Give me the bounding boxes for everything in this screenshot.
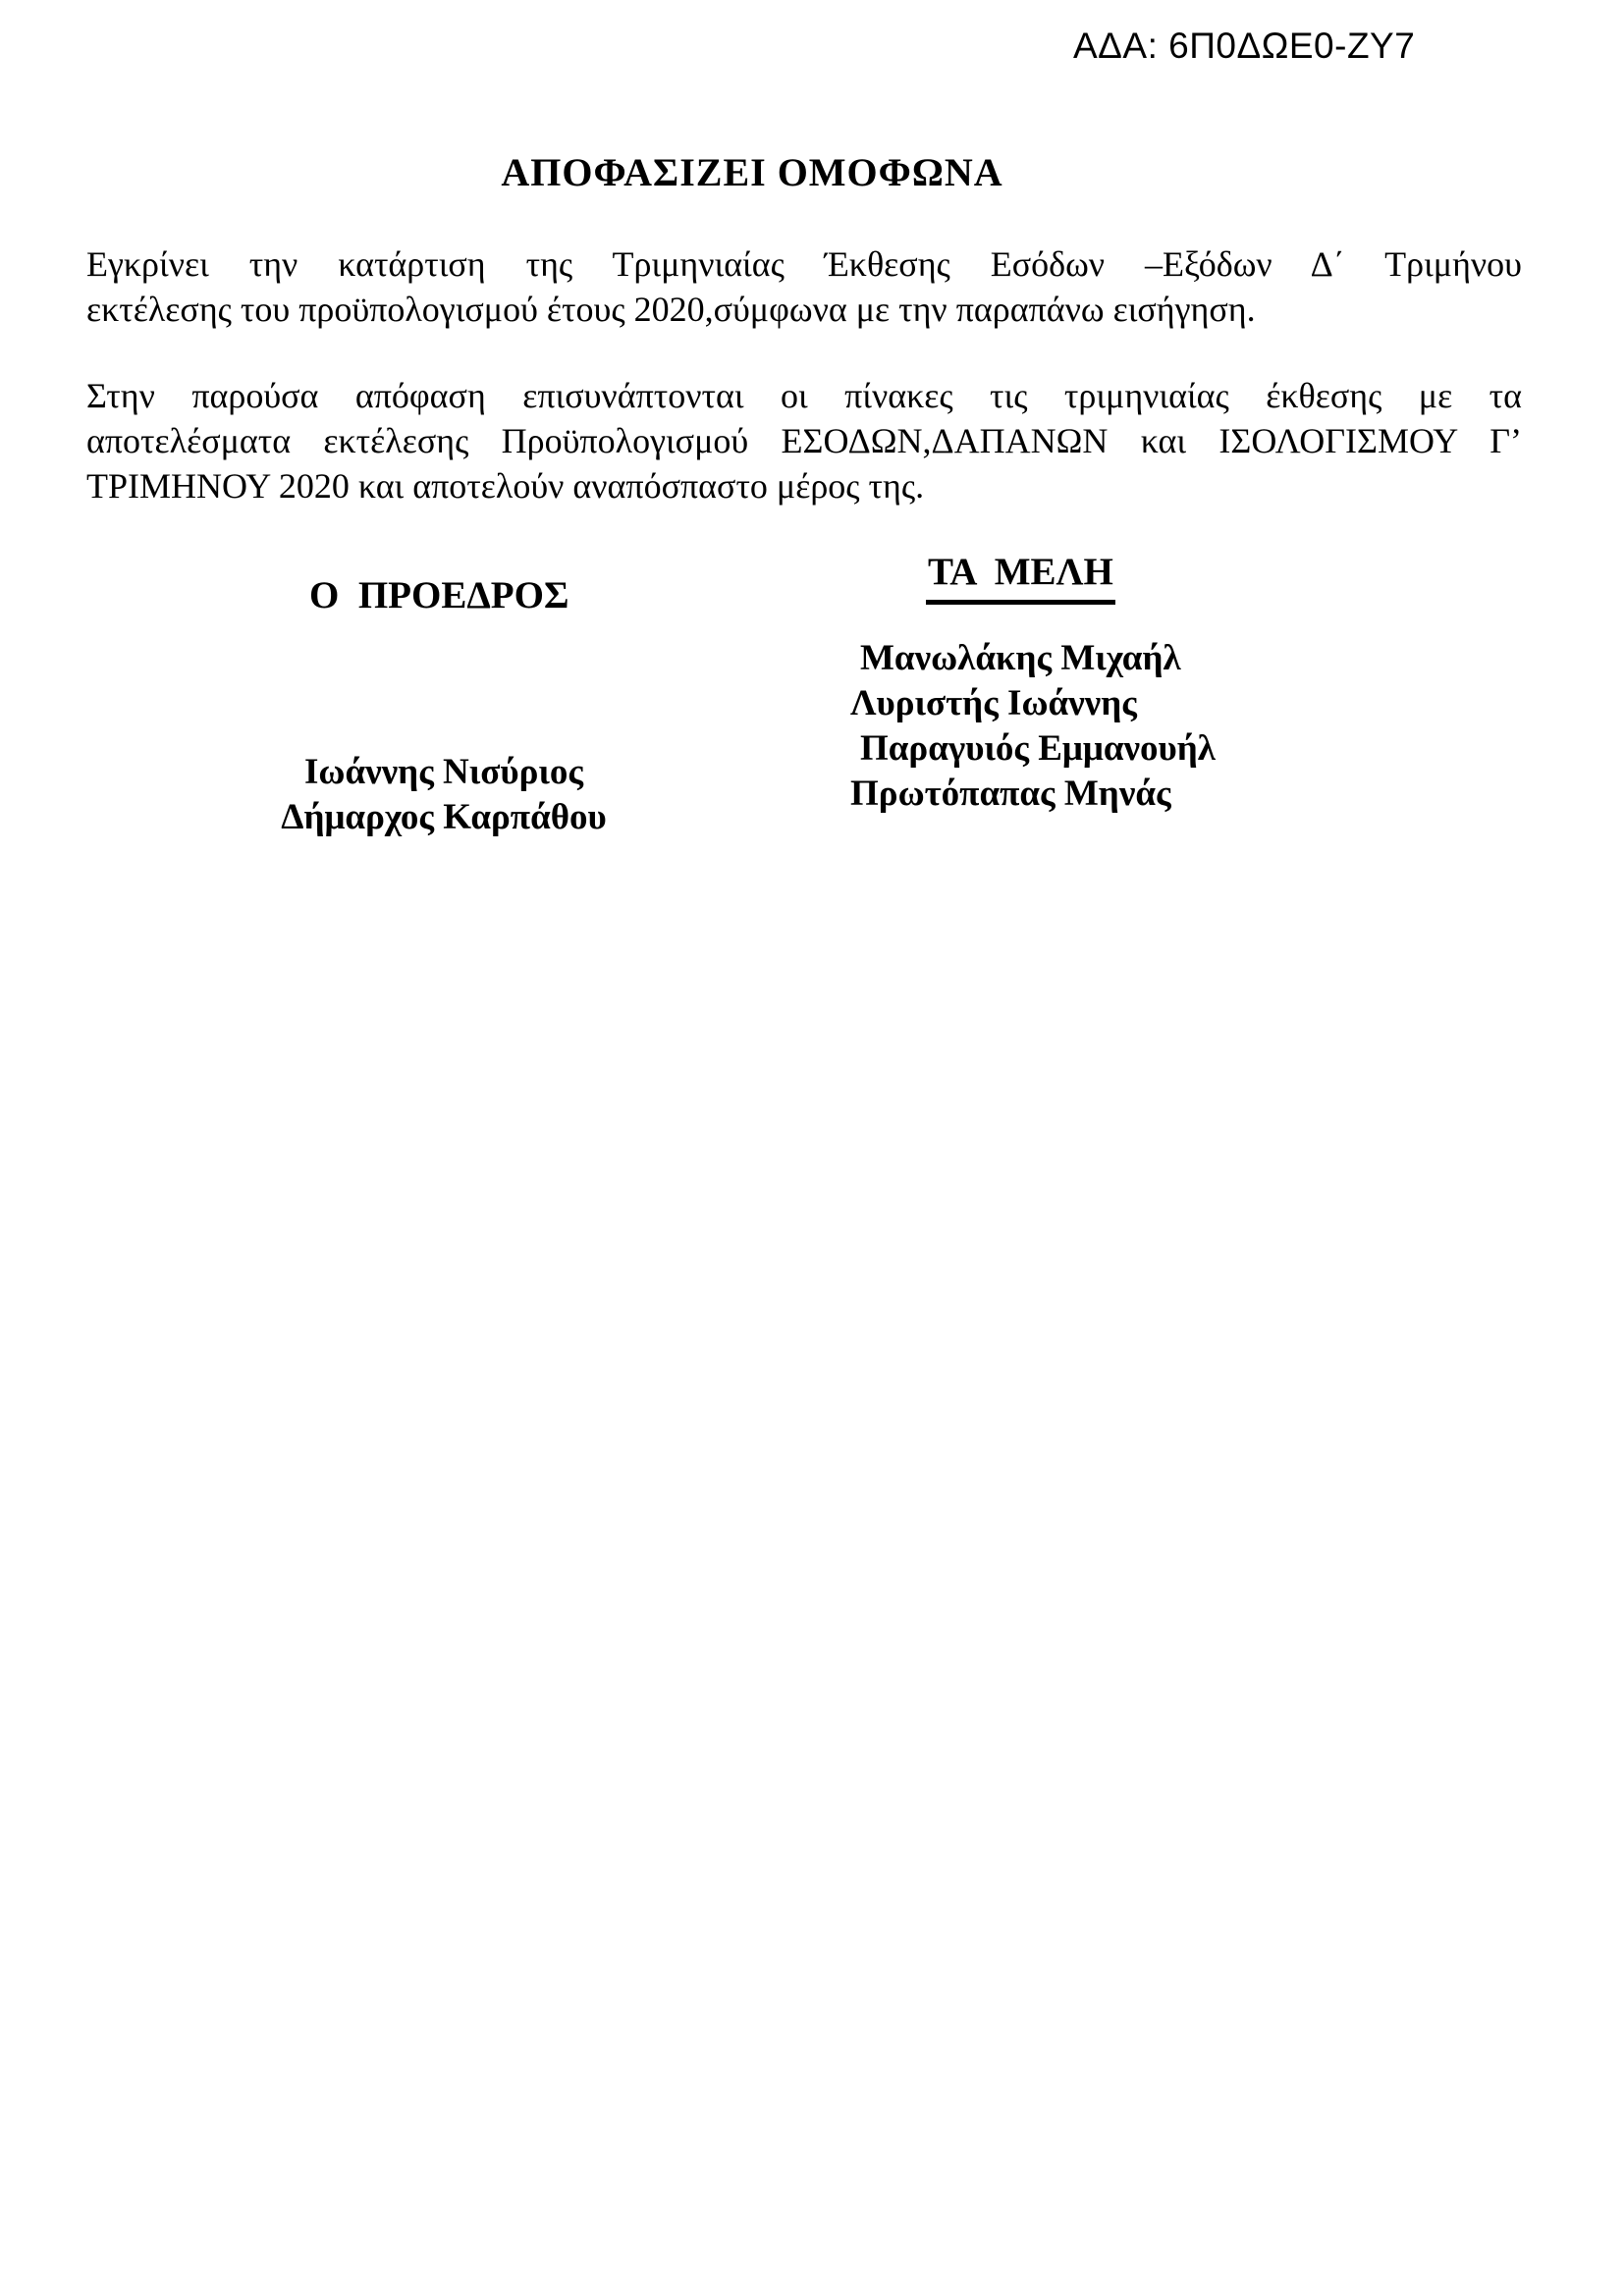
paragraph-line: Στην παρούσα απόφαση επισυνάπτονται οι πίνακες τις τριμηνιαίας έκθεσης με τα bbox=[86, 376, 1522, 415]
president-name: Ιωάννης Νισύριος bbox=[304, 752, 583, 792]
president-title: Ο ΠΡΟΕΔΡΟΣ bbox=[309, 574, 569, 616]
member-name: Πρωτόπαπας Μηνάς bbox=[850, 774, 1171, 814]
paragraph-line: Εγκρίνει την κατάρτιση της Τριμηνιαίας Έκθεσης Εσόδων –Εξόδων Δ΄ Τριμήνου bbox=[86, 244, 1522, 284]
decision-heading-row bbox=[88, 149, 1522, 195]
ada-reference: ΑΔΑ: 6Π0ΔΩΕ0-ΖΥ7 bbox=[1073, 26, 1416, 66]
paragraph-line: εκτέλεσης του προϋπολογισμού έτους 2020,σύμφωνα με την παραπάνω εισήγηση. bbox=[86, 290, 1256, 329]
paragraph-line: αποτελέσματα εκτέλεσης Προϋπολογισμού ΕΣΟΔΩΝ,ΔΑΠΑΝΩΝ και ΙΣΟΛΟΓΙΣΜΟΥ Γ’ bbox=[86, 421, 1522, 460]
paragraph-attachments bbox=[86, 373, 1522, 508]
members-title: ΤΑ ΜΕΛΗ bbox=[926, 550, 1115, 605]
member-name: Παραγυιός Εμμανουήλ bbox=[860, 728, 1216, 769]
members-list bbox=[850, 636, 1216, 817]
members-title-wrap bbox=[926, 550, 1115, 605]
paragraph-approval bbox=[86, 241, 1522, 332]
president-signature-block bbox=[264, 750, 623, 840]
decision-heading: ΑΠΟΦΑΣΙΖΕΙ ΟΜΟΦΩΝΑ bbox=[501, 150, 1003, 194]
president-role: Δήμαρχος Καρπάθου bbox=[281, 797, 607, 837]
member-name: Μανωλάκης Μιχαήλ bbox=[860, 638, 1181, 678]
paragraph-line: ΤΡΙΜΗΝΟΥ 2020 και αποτελούν αναπόσπαστο μέρος της. bbox=[86, 466, 925, 506]
member-name: Λυριστής Ιωάννης bbox=[850, 683, 1137, 723]
